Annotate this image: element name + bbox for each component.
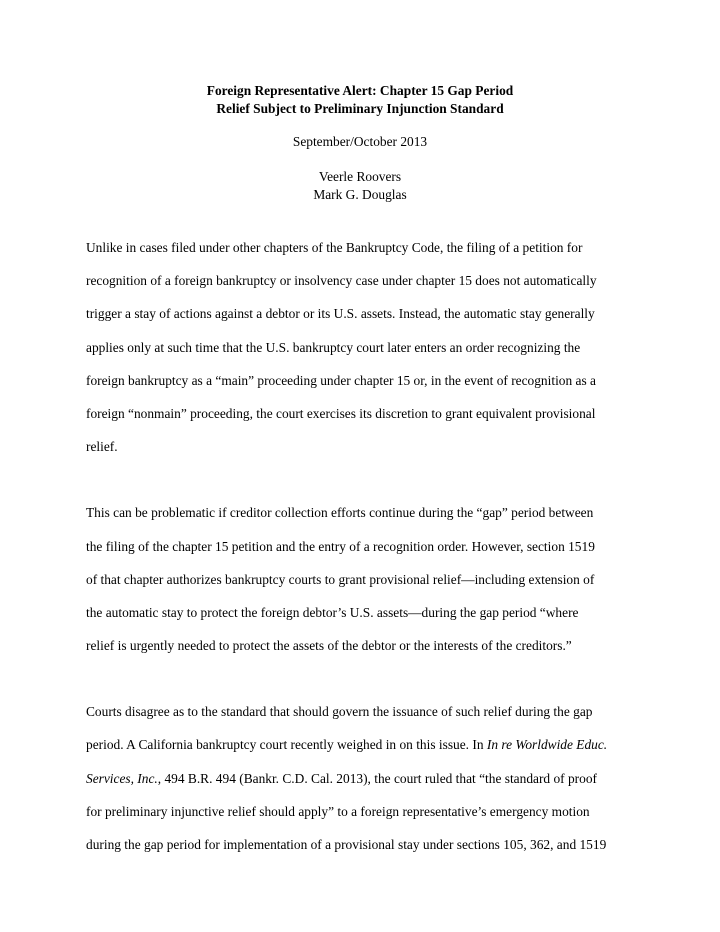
text-line: applies only at such time that the U.S. bankruptcy court later enters an order recognizing the xyxy=(86,339,581,355)
author-name: Mark G. Douglas xyxy=(313,187,407,202)
text-line: relief. xyxy=(86,439,118,455)
paragraph-3 xyxy=(86,695,646,861)
publication-date: September/October 2013 xyxy=(292,134,428,149)
author-name: Veerle Roovers xyxy=(318,169,402,184)
text-segment: period. A California bankruptcy court recently weighed in on this issue. In xyxy=(86,737,487,753)
article-body xyxy=(86,231,646,894)
text-line: of that chapter authorizes bankruptcy courts to grant provisional relief―including extension of xyxy=(86,571,595,587)
text-line: recognition of a foreign bankruptcy or insolvency case under chapter 15 does not automatically xyxy=(86,273,597,289)
case-citation-italic: In re Worldwide Educ. xyxy=(486,737,608,753)
text-line: the automatic stay to protect the foreign debtor’s U.S. assets―during the gap period “where xyxy=(86,604,579,620)
text-line: Unlike in cases filed under other chapters of the Bankruptcy Code, the filing of a petition for xyxy=(86,240,583,255)
text-line: trigger a stay of actions against a debtor or its U.S. assets. Instead, the automatic stay generally xyxy=(86,306,595,322)
text-segment: , 494 B.R. 494 (Bankr. C.D. Cal. 2013), the court ruled that “the standard of proof xyxy=(157,770,597,786)
paragraph-1 xyxy=(86,231,646,463)
text-line: foreign bankruptcy as a “main” proceeding under chapter 15 or, in the event of recognition as a xyxy=(86,372,596,388)
text-line: the filing of the chapter 15 petition and the entry of a recognition order. However, section 1519 xyxy=(86,538,595,554)
author-list xyxy=(0,168,720,204)
text-line: Courts disagree as to the standard that should govern the issuance of such relief during the gap xyxy=(86,704,593,720)
title-line-2: Relief Subject to Preliminary Injunction Standard xyxy=(216,101,504,116)
paragraph-2 xyxy=(86,496,646,662)
document-title xyxy=(0,82,720,118)
text-line: This can be problematic if creditor collection efforts continue during the “gap” period between xyxy=(86,505,594,521)
title-line-1: Foreign Representative Alert: Chapter 15 Gap Period xyxy=(206,83,514,98)
text-line: for preliminary injunctive relief should apply” to a foreign representative’s emergency motion xyxy=(86,803,590,819)
text-line xyxy=(86,762,646,795)
text-line: foreign “nonmain” proceeding, the court exercises its discretion to grant equivalent provisional xyxy=(86,405,596,421)
text-line: relief is urgently needed to protect the assets of the debtor or the interests of the creditors.” xyxy=(86,638,572,654)
case-citation-italic: Services, Inc. xyxy=(86,770,158,786)
text-line: during the gap period for implementation of a provisional stay under sections 105, 362, and 1519 xyxy=(86,837,607,852)
text-line xyxy=(86,728,646,761)
